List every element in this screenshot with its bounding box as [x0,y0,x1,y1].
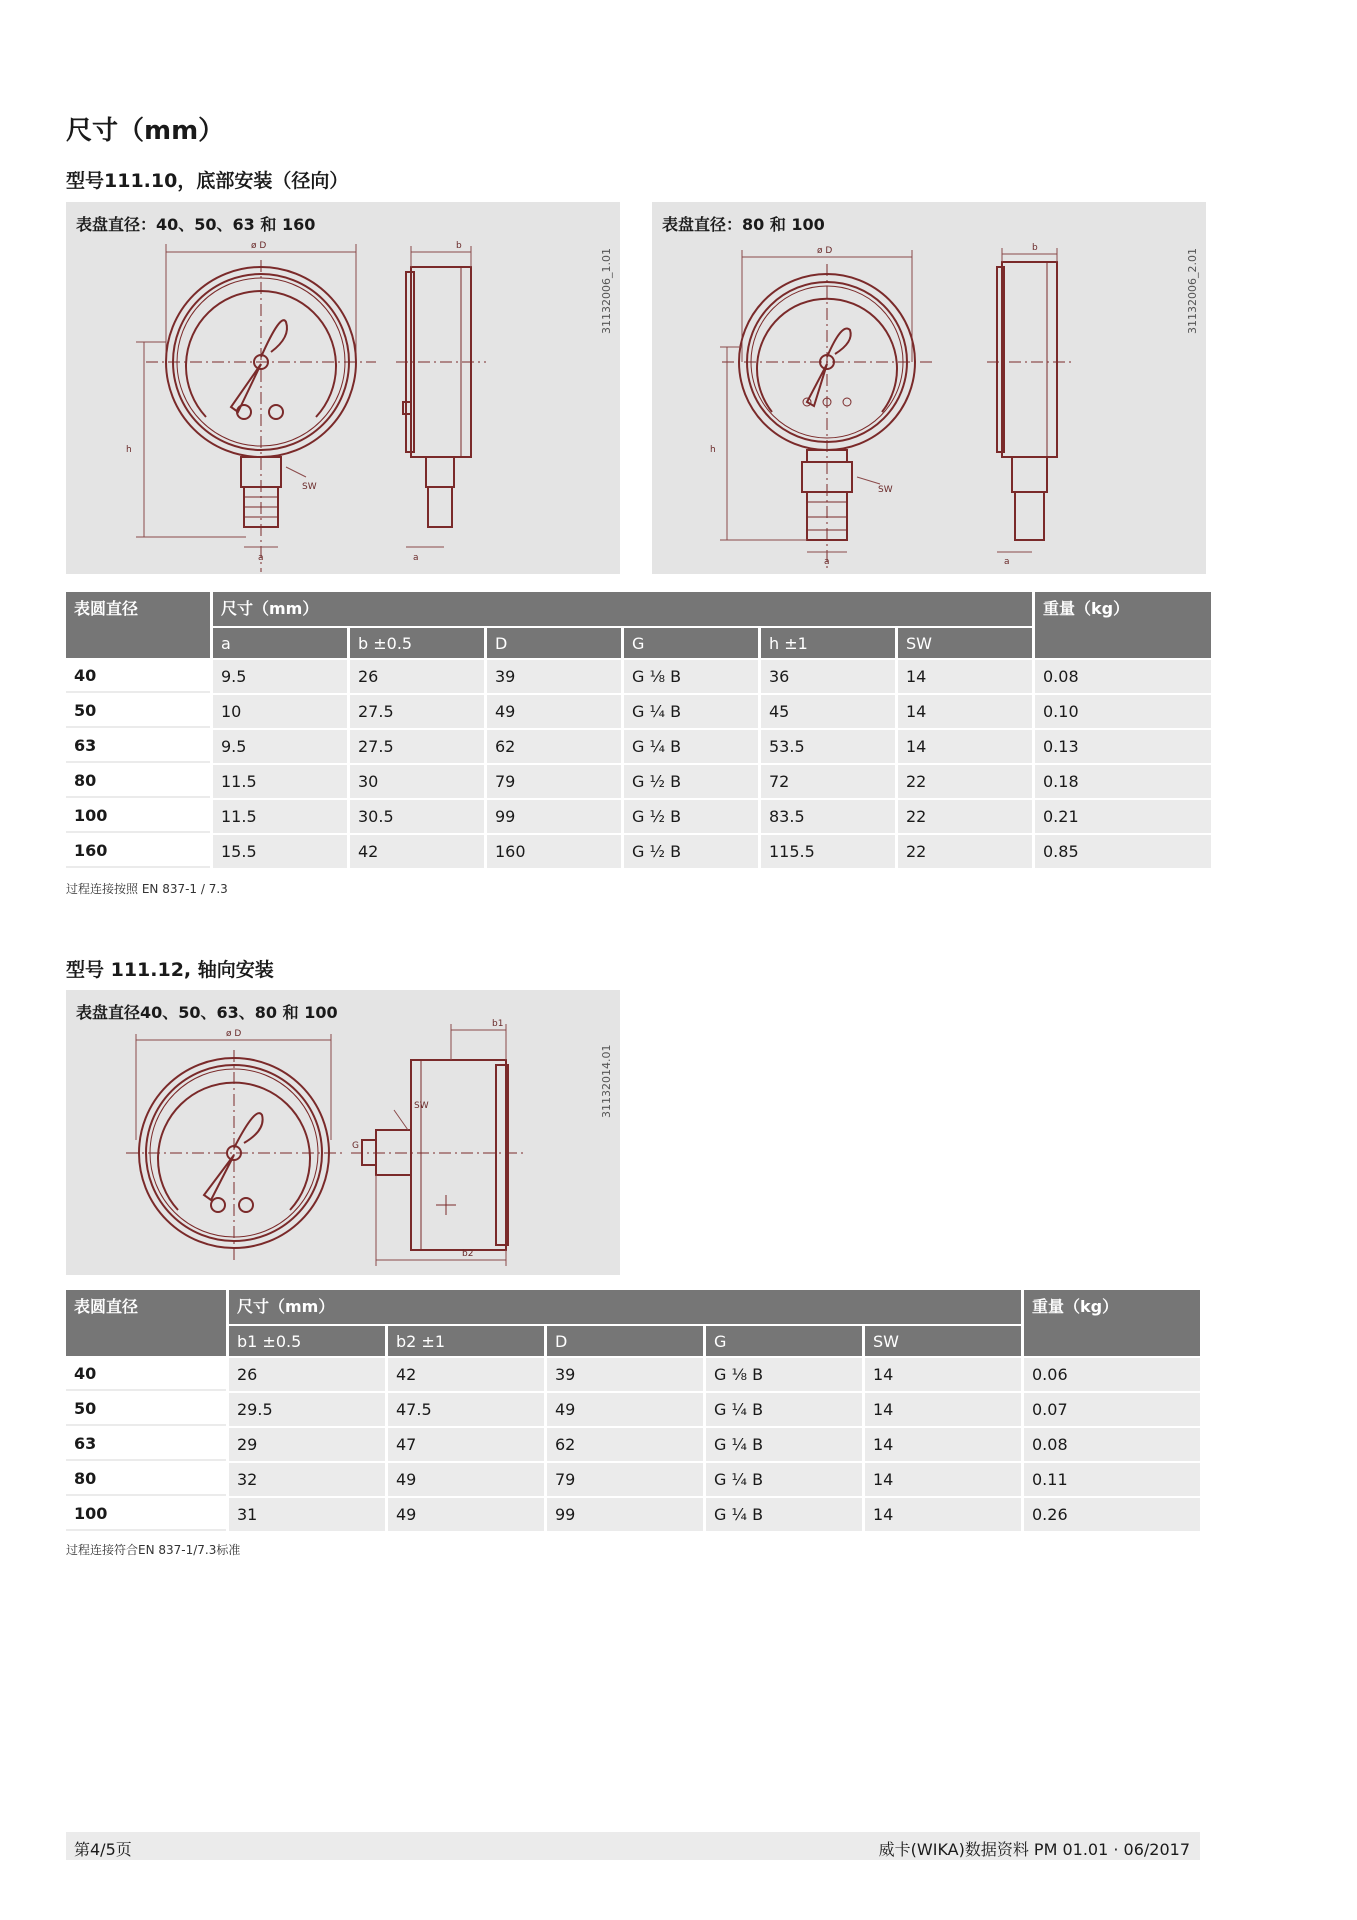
dim-label-a2: a [413,553,419,563]
dimensions-table-111-12 [63,1288,1203,1533]
page-title: 尺寸（mm） [66,116,225,146]
panel-title: 表盘直径：40、50、63 和 160 [76,215,316,234]
dim-label-h: h [126,445,132,455]
drawing-code: 31132014.01 [600,1044,613,1118]
panel-title: 表盘直径：80 和 100 [662,215,825,234]
gauge-drawing-axial [66,990,620,1275]
dim-label-sw: SW [878,485,893,495]
gauge-drawing-radial [652,202,1206,574]
col-b2: b2 ±1 [388,1326,544,1356]
dim-label-sw: SW [302,482,317,492]
section2-title: 型号 111.12, 轴向安装 [66,959,274,981]
table-note: 过程连接按照 EN 837-1 / 7.3 [66,882,228,896]
drawing-panel-radial-large [652,202,1206,574]
dim-label-g: G [352,1141,359,1151]
table-row: 63 9.5 27.5 62 G ¼ B 53.5 14 0.13 [66,730,1211,763]
table-row: 50 10 27.5 49 G ¼ B 45 14 0.10 [66,695,1211,728]
col-b1: b1 ±0.5 [229,1326,385,1356]
drawing-code: 31132006_2.01 [1186,248,1199,334]
col-b: b ±0.5 [350,628,484,658]
table-row: 160 15.5 42 160 G ½ B 115.5 22 0.85 [66,835,1211,868]
table-row: 100 31 49 99 G ¼ B 14 0.26 [66,1498,1200,1531]
page-footer [66,1832,1200,1860]
dim-label-a2: a [1004,557,1010,567]
table-row: 80 11.5 30 79 G ½ B 72 22 0.18 [66,765,1211,798]
col-h: h ±1 [761,628,895,658]
table-row: 40 9.5 26 39 G ⅛ B 36 14 0.08 [66,660,1211,693]
col-dial-diameter: 表圆直径 [66,1290,226,1356]
col-sw: SW [898,628,1032,658]
dim-label-b: b [456,241,462,251]
dim-label-h: h [710,445,716,455]
dim-label-a: a [258,553,264,563]
table-row: 80 32 49 79 G ¼ B 14 0.11 [66,1463,1200,1496]
dim-label-b: b [1032,243,1038,253]
dim-label-b2: b2 [462,1249,474,1259]
col-weight: 重量（kg） [1024,1290,1200,1356]
drawing-panel-axial [66,990,620,1275]
col-dial-diameter: 表圆直径 [66,592,210,658]
document-reference: 威卡(WIKA)数据资料 PM 01.01 · 06/2017 [878,1840,1190,1859]
drawing-panel-radial-small [66,202,620,574]
table-row: 40 26 42 39 G ⅛ B 14 0.06 [66,1358,1200,1391]
panel-title: 表盘直径40、50、63、80 和 100 [76,1003,338,1022]
col-d: D [487,628,621,658]
dim-label-b1: b1 [492,1019,504,1029]
gauge-drawing-radial [66,202,620,574]
col-dimensions: 尺寸（mm） [229,1290,1021,1324]
dim-label-a: a [824,557,830,567]
dim-label-d: ø D [251,241,267,251]
table-row: 50 29.5 47.5 49 G ¼ B 14 0.07 [66,1393,1200,1426]
dim-label-d: ø D [817,246,833,256]
dimensions-table-111-10 [63,590,1214,870]
col-g: G [706,1326,862,1356]
dim-label-d: ø D [226,1029,242,1039]
section1-title: 型号111.10，底部安装（径向） [66,170,349,192]
col-a: a [213,628,347,658]
page-number: 第4/5页 [74,1840,132,1859]
col-weight: 重量（kg） [1035,592,1211,658]
col-d: D [547,1326,703,1356]
col-sw: SW [865,1326,1021,1356]
col-dimensions: 尺寸（mm） [213,592,1032,626]
drawing-code: 31132006_1.01 [600,248,613,334]
table-row: 100 11.5 30.5 99 G ½ B 83.5 22 0.21 [66,800,1211,833]
dim-label-sw: SW [414,1101,429,1111]
table-note: 过程连接符合EN 837-1/7.3标准 [66,1543,241,1557]
table-row: 63 29 47 62 G ¼ B 14 0.08 [66,1428,1200,1461]
col-g: G [624,628,758,658]
